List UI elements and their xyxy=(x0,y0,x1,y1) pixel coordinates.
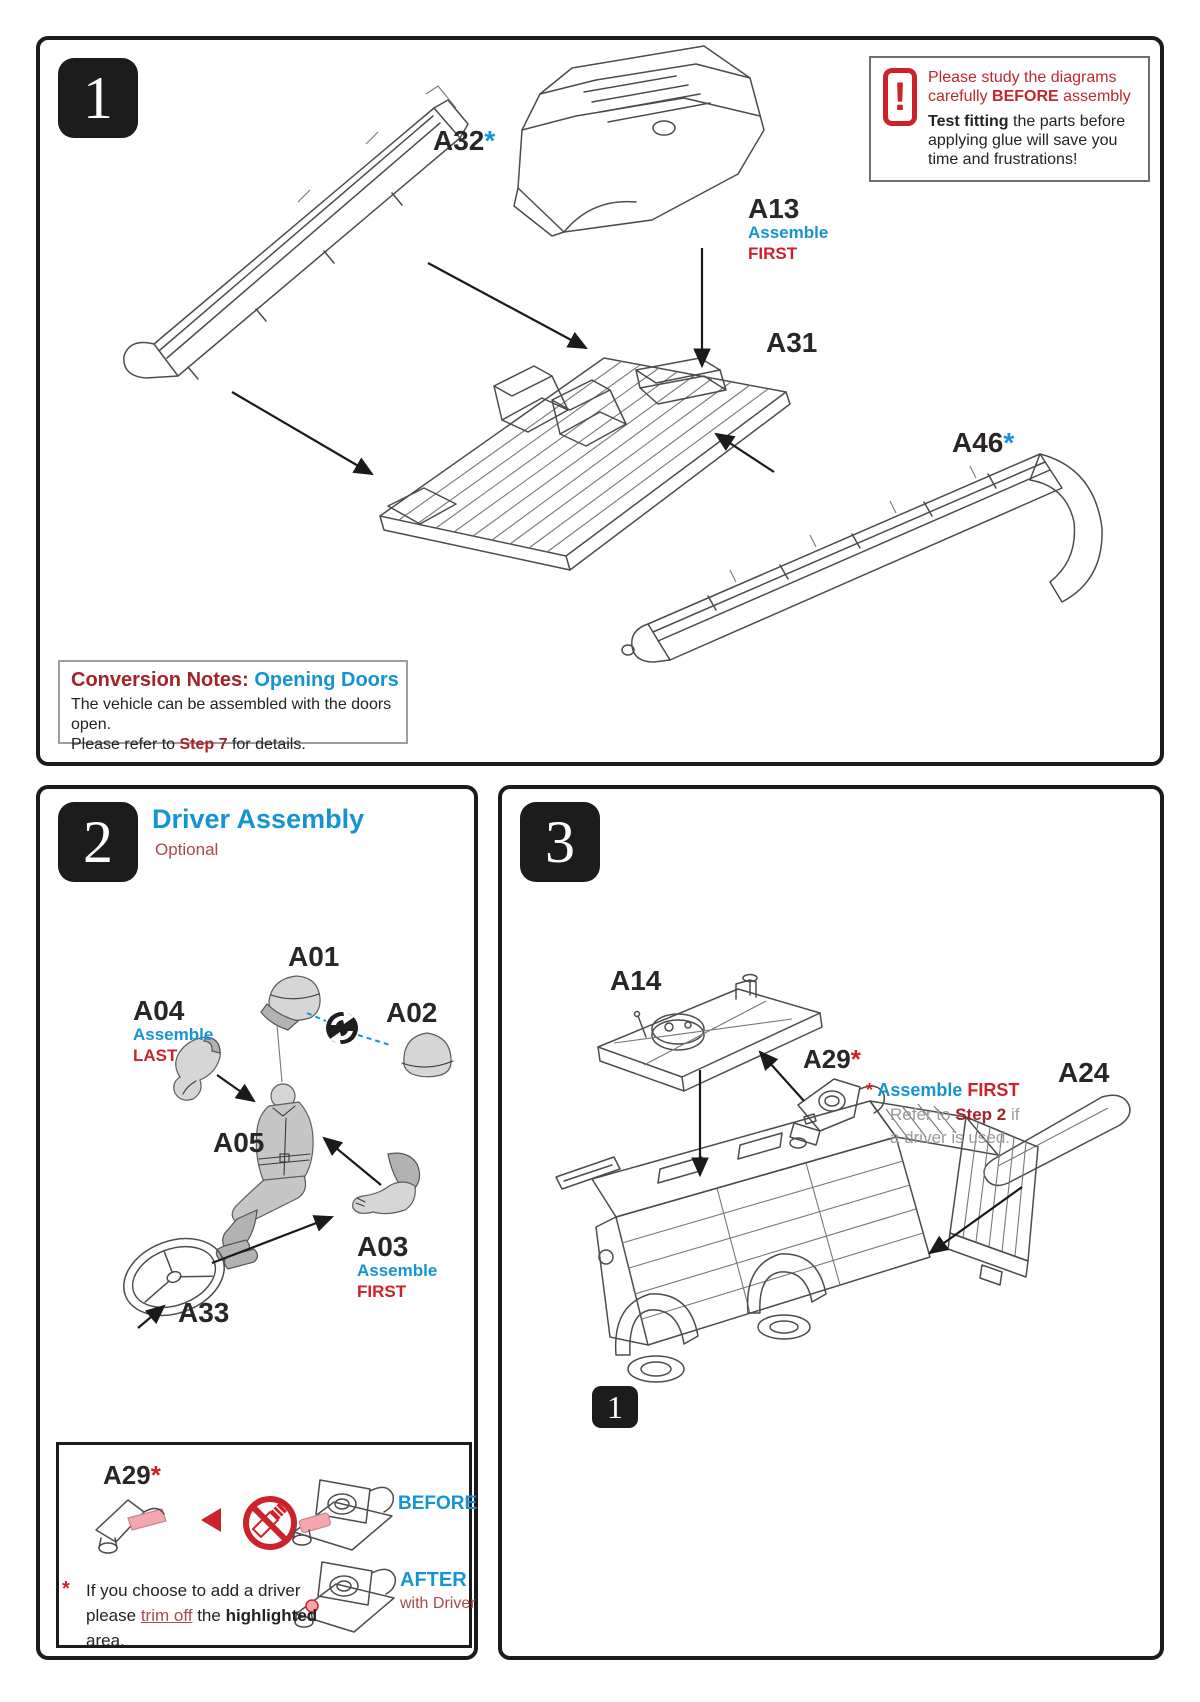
part-a13-drawing xyxy=(514,46,764,236)
part-id: A29 xyxy=(103,1460,151,1490)
part-label-a14 xyxy=(610,966,661,995)
after-label: AFTER xyxy=(400,1569,467,1591)
part-label-a32 xyxy=(433,126,495,155)
conversion-notes-box xyxy=(58,660,408,753)
part-id: A32 xyxy=(433,125,485,156)
step3-number: 3 xyxy=(545,808,575,875)
part-label-a01 xyxy=(288,942,339,971)
part-id: A14 xyxy=(610,965,662,996)
after-sublabel: with Driver xyxy=(400,1595,476,1612)
part-label-a13 xyxy=(748,194,828,264)
assemble-order-word: FIRST xyxy=(748,243,798,263)
part-id: A04 xyxy=(133,995,185,1026)
assemble-order-note: Assemble xyxy=(357,1261,438,1281)
trim-off-phrase: trim off xyxy=(140,1606,193,1625)
trim-star: * xyxy=(62,1578,70,1600)
part-label-a24 xyxy=(1058,1058,1109,1087)
part-id: A33 xyxy=(178,1297,230,1328)
part-id: A24 xyxy=(1058,1057,1110,1088)
part-id: A13 xyxy=(748,193,800,224)
part-label-a29 xyxy=(803,1046,861,1073)
warning-red-text: Please study the diagrams carefully BEFORE assembly xyxy=(928,69,1131,105)
part-id: A31 xyxy=(766,327,818,358)
part-a46-drawing xyxy=(622,454,1102,662)
part-id: A05 xyxy=(213,1127,265,1158)
optional-star: * xyxy=(1003,427,1015,458)
step1-result-badge xyxy=(592,1386,638,1428)
part-label-a05 xyxy=(213,1128,264,1157)
step3-illustration xyxy=(498,785,1164,1660)
part-a29-highlight-drawing xyxy=(88,1486,198,1558)
trim-star: * xyxy=(150,1460,161,1490)
part-label-a46 xyxy=(952,428,1014,457)
before-illustration xyxy=(282,1466,402,1558)
conversion-notes-body: The vehicle can be assembled with the doors open. Please refer to Step 7 for details. xyxy=(71,696,392,753)
assemble-order-word: FIRST xyxy=(357,1281,407,1301)
part-label-a04 xyxy=(133,996,213,1066)
part-a31-drawing xyxy=(380,358,790,570)
step2-title: Driver Assembly xyxy=(152,804,365,834)
before-label: BEFORE xyxy=(398,1493,478,1514)
optional-star: * xyxy=(484,125,496,156)
a29-refer-note: Refer to Step 2 if a driver is used. xyxy=(890,1105,1020,1147)
part-label-a31 xyxy=(766,328,817,357)
assembly-arrows xyxy=(232,248,774,474)
part-label-a33 xyxy=(178,1298,229,1327)
step2-subtitle: Optional xyxy=(155,840,219,859)
trim-note-text: If you choose to add a driver please trim off the highlighted area. xyxy=(86,1581,318,1650)
a29-assemble-note: * Assemble FIRST xyxy=(866,1080,1020,1100)
conversion-notes-title: Conversion Notes: Opening Doors xyxy=(71,669,399,691)
assemble-order-word: LAST xyxy=(133,1045,178,1065)
assemble-order-note: Assemble xyxy=(133,1025,214,1045)
exclamation-icon xyxy=(883,68,917,126)
part-id: A01 xyxy=(288,941,340,972)
exclamation-glyph: ! xyxy=(893,74,907,119)
part-a32-drawing xyxy=(124,86,468,379)
part-a01-cap-drawing xyxy=(261,976,320,1030)
step1-number: 1 xyxy=(83,64,113,131)
result-number: 1 xyxy=(607,1388,623,1425)
either-or-swap-icon xyxy=(326,1010,358,1046)
part-label-a02 xyxy=(386,998,437,1027)
assemble-order-note: Assemble xyxy=(748,223,829,243)
part-a03-arm-drawing xyxy=(353,1153,420,1213)
part-label-a03 xyxy=(357,1232,437,1302)
part-id: A02 xyxy=(386,997,438,1028)
step2-number: 2 xyxy=(83,808,113,875)
red-arrow-left-icon xyxy=(201,1508,221,1532)
trim-star: * xyxy=(850,1044,861,1074)
part-id: A46 xyxy=(952,427,1004,458)
part-a02-helmet-drawing xyxy=(402,1033,453,1077)
part-id: A03 xyxy=(357,1231,409,1262)
warning-text xyxy=(928,68,1131,172)
part-id: A29 xyxy=(803,1044,851,1074)
part-a05-driver-drawing xyxy=(216,1084,313,1269)
warning-box xyxy=(869,56,1150,182)
warning-body-text: Test fitting the parts before applying glue will save you time and frustrations! xyxy=(928,113,1126,168)
